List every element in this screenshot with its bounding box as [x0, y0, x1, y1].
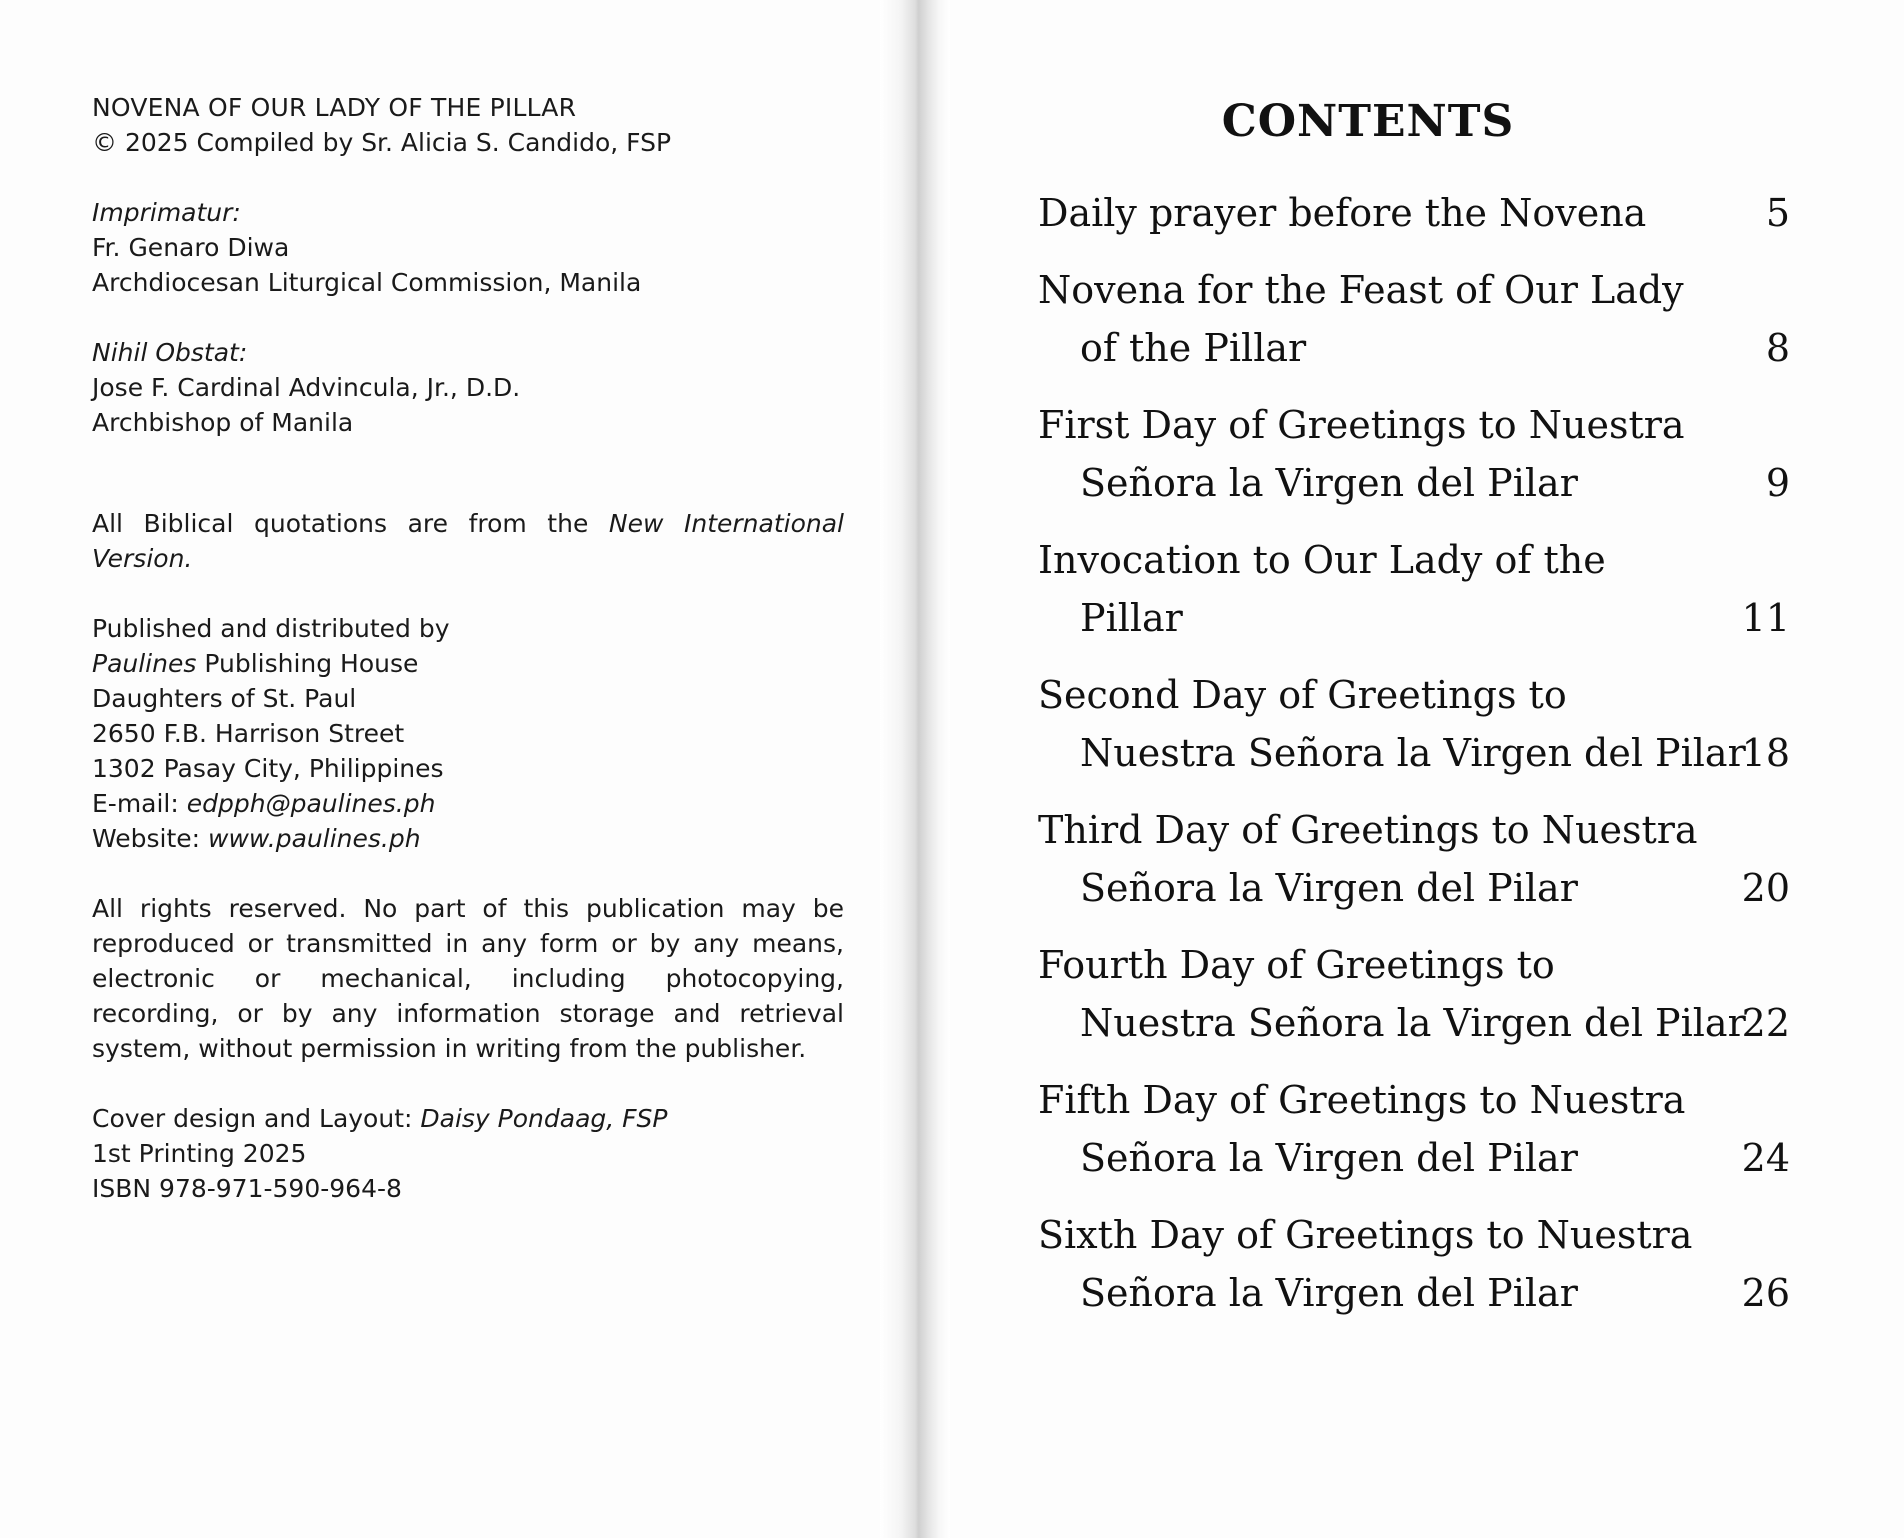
toc-entry[interactable] — [1038, 666, 1790, 782]
publisher-email — [92, 786, 848, 821]
toc-page-number: 24 — [1741, 1136, 1790, 1180]
nihil-obstat-name: Jose F. Cardinal Advincula, Jr., D.D. — [92, 373, 521, 402]
publisher-name-rest: Publishing House — [196, 649, 419, 678]
toc-entry-title-continued: Señora la Virgen del Pilar — [1080, 461, 1578, 505]
website-link[interactable]: www.paulines.ph — [208, 824, 421, 853]
nihil-obstat-role: Archbishop of Manila — [92, 408, 354, 437]
publisher-website — [92, 821, 848, 856]
toc-entry[interactable] — [1038, 936, 1790, 1052]
book-title: NOVENA OF OUR LADY OF THE PILLAR — [92, 93, 577, 122]
website-label: Website: — [92, 824, 209, 853]
toc-entry[interactable] — [1038, 801, 1790, 917]
contents-heading: CONTENTS — [1221, 96, 1515, 147]
toc-entry-title-continued: Pillar — [1080, 596, 1183, 640]
imprimatur-name: Fr. Genaro Diwa — [92, 233, 290, 262]
toc-entry-title-continued: Nuestra Señora la Virgen del Pilar — [1080, 1001, 1746, 1045]
toc-entry[interactable] — [1038, 1071, 1790, 1187]
biblical-note-version: New International Version. — [92, 509, 844, 573]
toc-entry-title: Novena for the Feast of Our Lady — [1038, 268, 1684, 312]
contents-page — [1038, 92, 1798, 1341]
biblical-note — [92, 506, 844, 576]
toc-entry-title: Fifth Day of Greetings to Nuestra — [1038, 1078, 1686, 1122]
email-label: E-mail: — [92, 789, 187, 818]
toc-entry-title: Second Day of Greetings to — [1038, 673, 1567, 717]
toc-entry-title-continued: Nuestra Señora la Virgen del Pilar — [1080, 731, 1746, 775]
toc-entry-title-continued: Señora la Virgen del Pilar — [1080, 1136, 1578, 1180]
copyright-line: © 2025 Compiled by Sr. Alicia S. Candido, FSP — [92, 128, 672, 157]
toc-entry[interactable] — [1038, 184, 1790, 242]
printing-line: 1st Printing 2025 — [92, 1139, 307, 1168]
toc-page-number: 11 — [1741, 596, 1790, 640]
toc-entry[interactable] — [1038, 261, 1790, 377]
toc-entry[interactable] — [1038, 1206, 1790, 1322]
publisher-name — [92, 646, 848, 681]
toc-page-number: 9 — [1765, 461, 1790, 505]
book-gutter — [880, 0, 950, 1538]
toc-entry[interactable] — [1038, 531, 1790, 647]
toc-entry-title: Invocation to Our Lady of the — [1038, 538, 1606, 582]
toc-page-number: 5 — [1765, 191, 1790, 235]
toc-entry-title-continued: of the Pillar — [1080, 326, 1307, 370]
toc-entry-title: Daily prayer before the Novena — [1038, 191, 1647, 235]
isbn-line: ISBN 978-971-590-964-8 — [92, 1174, 402, 1203]
toc-page-number: 22 — [1741, 1001, 1790, 1045]
biblical-note-prefix: All Biblical quotations are from the — [92, 509, 609, 538]
toc-page-number: 8 — [1765, 326, 1790, 370]
cover-credit-label: Cover design and Layout: — [92, 1104, 421, 1133]
email-link[interactable]: edpph@paulines.ph — [186, 789, 436, 818]
rights-notice: All rights reserved. No part of this publication may be reproduced or transmitted in any form or by any means, electronic or mechanical, including photocopying, recording, or by any information storage and retrieval system, without permission in writing from the publisher. — [92, 894, 844, 1063]
imprimatur-role: Archdiocesan Liturgical Commission, Manila — [92, 268, 642, 297]
publisher-intro: Published and distributed by — [92, 614, 450, 643]
publisher-org: Daughters of St. Paul — [92, 684, 357, 713]
publisher-name-italic: Paulines — [92, 649, 197, 678]
toc-entry-title: Sixth Day of Greetings to Nuestra — [1038, 1213, 1693, 1257]
toc-entry-title: Third Day of Greetings to Nuestra — [1038, 808, 1698, 852]
publisher-street: 2650 F.B. Harrison Street — [92, 719, 405, 748]
cover-credit — [92, 1101, 848, 1136]
toc-entry-title: First Day of Greetings to Nuestra — [1038, 403, 1685, 447]
toc-entry-title: Fourth Day of Greetings to — [1038, 943, 1555, 987]
toc-page-number: 20 — [1741, 866, 1790, 910]
publisher-city: 1302 Pasay City, Philippines — [92, 754, 444, 783]
imprimatur-label: Imprimatur: — [92, 198, 241, 227]
toc-page-number: 26 — [1741, 1271, 1790, 1315]
toc-entry-title-continued: Señora la Virgen del Pilar — [1080, 1271, 1578, 1315]
nihil-obstat-label: Nihil Obstat: — [92, 338, 248, 367]
toc-entry[interactable] — [1038, 396, 1790, 512]
toc-page-number: 18 — [1741, 731, 1790, 775]
copyright-page — [92, 90, 848, 1206]
toc-entry-title-continued: Señora la Virgen del Pilar — [1080, 866, 1578, 910]
cover-credit-name: Daisy Pondaag, FSP — [420, 1104, 668, 1133]
